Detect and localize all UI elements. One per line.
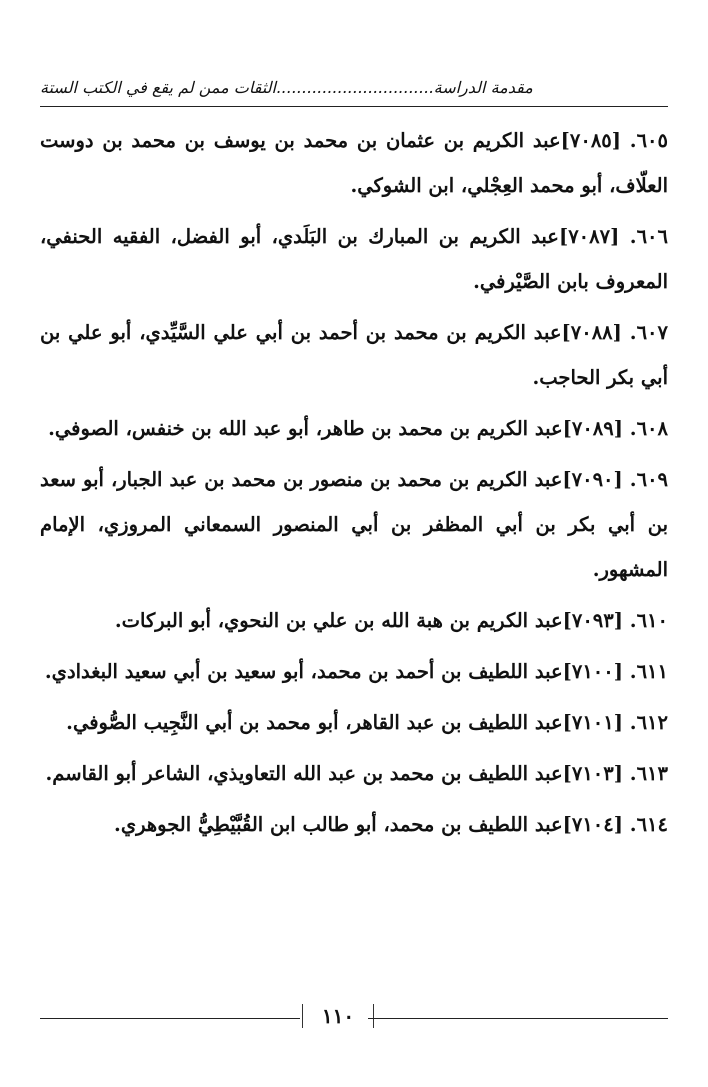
entry-text: عبد اللطيف بن محمد، أبو طالب ابن القُبَّيْطِيُّ الجوهري. xyxy=(114,813,563,836)
entry: ٦٠٨. [٧٠٨٩]عبد الكريم بن محمد بن طاهر، أبو عبد الله بن خنفس، الصوفي. xyxy=(48,417,668,440)
entry-code: [٧٠٨٨] xyxy=(561,321,622,344)
footer-rule-right xyxy=(368,1018,668,1019)
entry-text: عبد اللطيف بن أحمد بن محمد، أبو سعيد بن أبي سعيد البغدادي. xyxy=(44,660,563,683)
entry-code: [٧١٠٣] xyxy=(562,762,623,785)
entry-text: عبد اللطيف بن محمد بن عبد الله التعاويذي، الشاعر أبو القاسم. xyxy=(45,762,563,785)
entry-code: [٧٠٨٩] xyxy=(562,417,623,440)
entry: ٦١٣. [٧١٠٣]عبد اللطيف بن محمد بن عبد الله التعاويذي، الشاعر أبو القاسم. xyxy=(45,762,668,785)
entry: ٦٠٦. [٧٠٨٧]عبد الكريم بن المبارك بن البَلَدي، أبو الفضل، الفقيه الحنفي، المعروف بابن الصَّيْرفي. xyxy=(40,225,668,293)
running-header-text: مقدمة الدراسة...............................الثقات ممن لم يقع في الكتب الستة xyxy=(40,78,533,97)
entry-list xyxy=(40,118,668,853)
entry: ٦١٤. [٧١٠٤]عبد اللطيف بن محمد، أبو طالب ابن القُبَّيْطِيُّ الجوهري. xyxy=(114,813,668,836)
entry-text: عبد اللطيف بن عبد القاهر، أبو محمد بن أبي النَّجِيب الصُّوفي. xyxy=(66,711,563,734)
entry-text: عبد الكريم بن عثمان بن محمد بن يوسف بن محمد بن دوست العلّاف، أبو محمد العِجْلي، ابن الشوكي. xyxy=(40,129,668,197)
entry-code: [٧١٠١] xyxy=(562,711,623,734)
page-number: ١١٠ xyxy=(302,1004,374,1028)
entry: ٦٠٥. [٧٠٨٥]عبد الكريم بن عثمان بن محمد بن يوسف بن محمد بن دوست العلّاف، أبو محمد العِجْلي، ابن الشوكي. xyxy=(40,129,668,197)
entry-text: عبد الكريم بن محمد بن أحمد بن أبي علي السَّيِّدي، أبو علي بن أبي بكر الحاجب. xyxy=(40,321,668,389)
entry-code: [٧٠٩٠] xyxy=(562,468,623,491)
entry: ٦٠٩. [٧٠٩٠]عبد الكريم بن محمد بن منصور بن محمد بن عبد الجبار، أبو سعد بن أبي بكر بن أبي المظفر بن أبي المنصور السمعاني المروزي، الإمام المشهور. xyxy=(40,468,669,581)
entry-text: عبد الكريم بن محمد بن طاهر، أبو عبد الله بن خنفس، الصوفي. xyxy=(48,417,563,440)
entry-number: ٦١١ xyxy=(636,660,668,683)
entry-text: عبد الكريم بن محمد بن منصور بن محمد بن عبد الجبار، أبو سعد بن أبي بكر بن أبي المظفر بن أبي المنصور السمعاني المروزي، الإمام المشهور. xyxy=(40,468,668,581)
entry-code: [٧١٠٤] xyxy=(562,813,623,836)
entry-number: ٦١٣ xyxy=(636,762,668,785)
entry-number: ٦٠٥ xyxy=(636,129,668,152)
running-header xyxy=(40,78,668,97)
header-rule xyxy=(40,106,668,107)
entry: ٦١١. [٧١٠٠]عبد اللطيف بن أحمد بن محمد، أبو سعيد بن أبي سعيد البغدادي. xyxy=(44,660,668,683)
entry-number: ٦٠٧ xyxy=(636,321,668,344)
entry-text: عبد الكريم بن المبارك بن البَلَدي، أبو الفضل، الفقيه الحنفي، المعروف بابن الصَّيْرفي. xyxy=(40,225,668,293)
entry-number: ٦٠٦ xyxy=(636,225,668,248)
entry-number: ٦٠٨ xyxy=(636,417,668,440)
page-footer xyxy=(40,1004,668,1030)
entry-number: ٦١٤ xyxy=(636,813,668,836)
entry-code: [٧٠٨٥] xyxy=(560,129,622,152)
entry-code: [٧٠٨٧] xyxy=(558,225,620,248)
entry-number: ٦٠٩ xyxy=(636,468,669,491)
entry: ٦١٠. [٧٠٩٣]عبد الكريم بن هبة الله بن علي بن النحوي، أبو البركات. xyxy=(114,609,668,632)
entry-text: عبد الكريم بن هبة الله بن علي بن النحوي، أبو البركات. xyxy=(114,609,563,632)
entry: ٦٠٧. [٧٠٨٨]عبد الكريم بن محمد بن أحمد بن أبي علي السَّيِّدي، أبو علي بن أبي بكر الحاجب. xyxy=(40,321,668,389)
entry-code: [٧١٠٠] xyxy=(562,660,623,683)
entry: ٦١٢. [٧١٠١]عبد اللطيف بن عبد القاهر، أبو محمد بن أبي النَّجِيب الصُّوفي. xyxy=(66,711,668,734)
entry-code: [٧٠٩٣] xyxy=(562,609,623,632)
entry-number: ٦١٠ xyxy=(636,609,668,632)
footer-rule-left xyxy=(40,1018,300,1019)
entry-number: ٦١٢ xyxy=(636,711,668,734)
